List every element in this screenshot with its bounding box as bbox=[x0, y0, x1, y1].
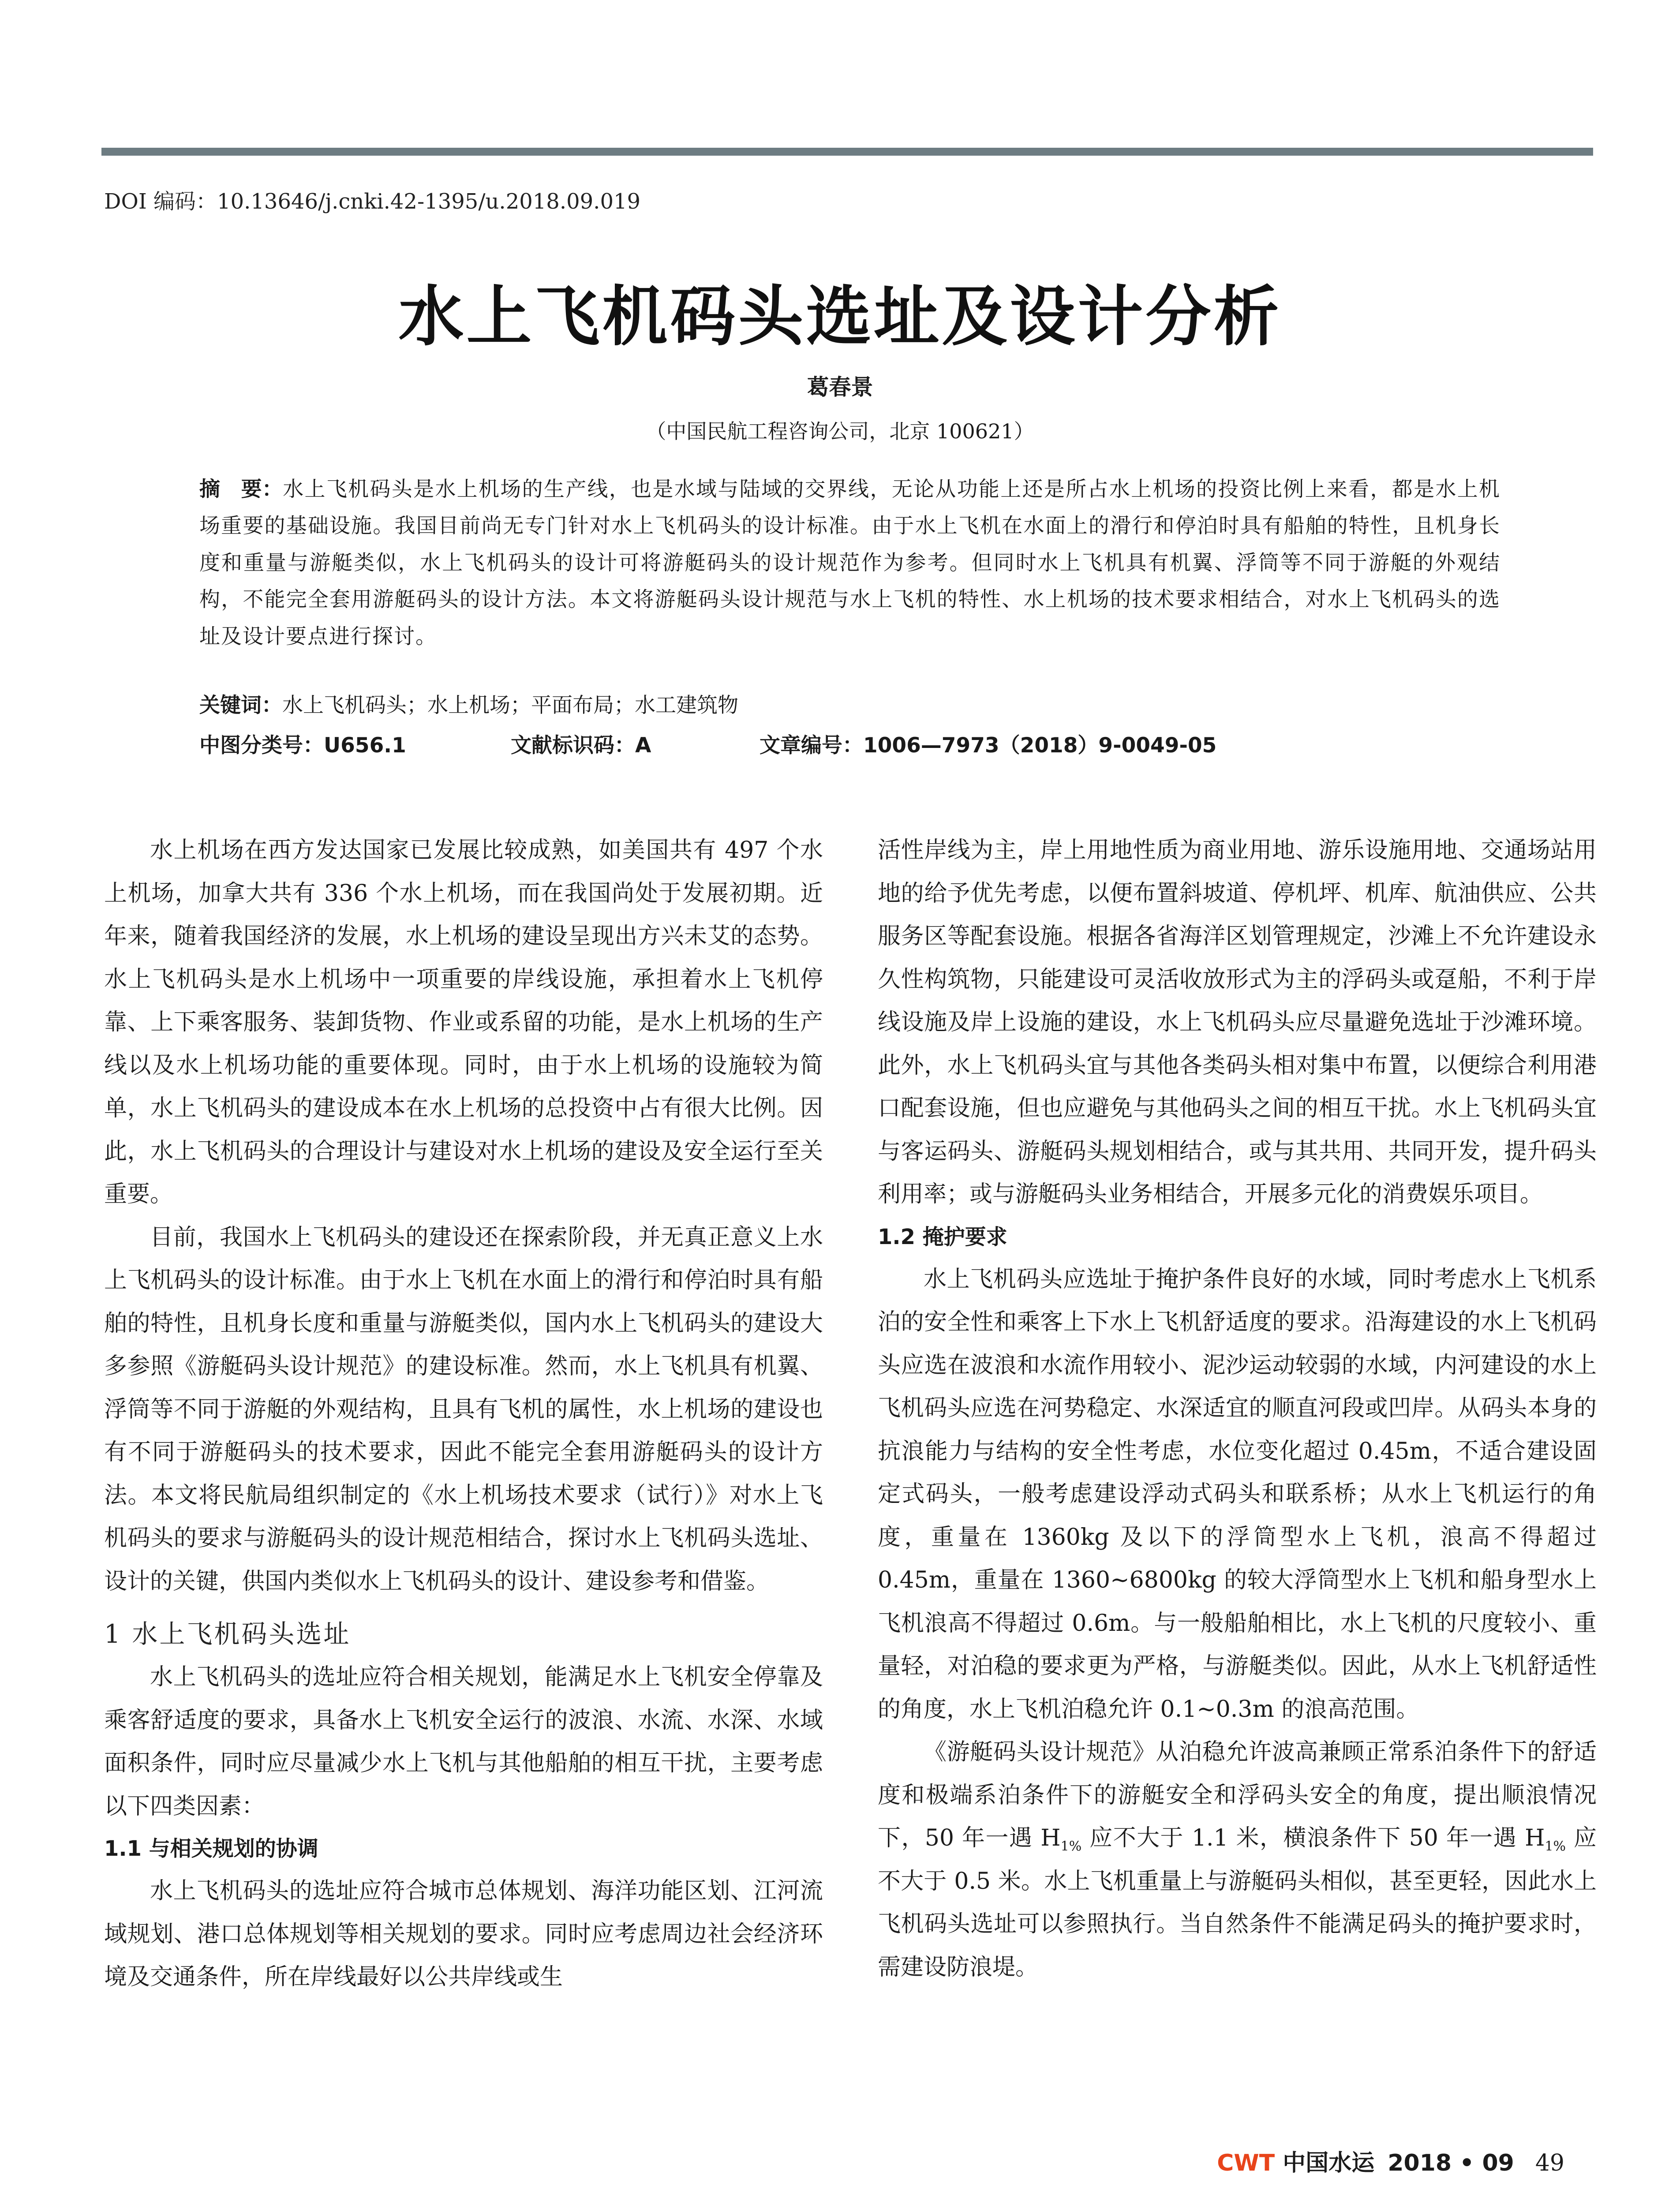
clc-number: 中图分类号：U656.1 bbox=[199, 733, 406, 758]
section-heading: 1 水上飞机码头选址 bbox=[104, 1619, 351, 1649]
document-code: 文献标识码：A bbox=[511, 733, 651, 758]
paragraph: 水上飞机码头的选址应符合城市总体规划、海洋功能区划、江河流域规划、港口总体规划等相关规划的要求。同时应考虑周边社会经济环境及交通条件，所在岸线最好以公共岸线或生 bbox=[104, 1878, 823, 1990]
paragraph: 水上飞机码头的选址应符合相关规划，能满足水上飞机安全停靠及乘客舒适度的要求，具备水上飞机安全运行的波浪、水流、水深、水域面积条件，同时应尽量减少水上飞机与其他船舶的相互干扰，主要考虑以下四类因素： bbox=[104, 1664, 823, 1820]
header-rule bbox=[101, 148, 1593, 156]
subsection-heading: 1.1 与相关规划的协调 bbox=[104, 1836, 318, 1861]
journal-logo: CWT bbox=[1217, 2150, 1275, 2176]
abstract-label: 摘 要： bbox=[199, 477, 283, 501]
doi-line: DOI 编码：10.13646/j.cnki.42-1395/u.2018.09.019 bbox=[104, 189, 641, 214]
paragraph: 水上机场在西方发达国家已发展比较成熟，如美国共有 497 个水上机场，加拿大共有 336 个水上机场，而在我国尚处于发展初期。近年来，随着我国经济的发展，水上机场的建设呈现出方兴未艾的态势。水上飞机码头是水上机场中一项重要的岸线设施，承担着水上飞机停靠、上下乘客服务、装卸货物、作业或系留的功能，是水上机场的生产线以及水上机场功能的重要体现。同时，由于水上机场的设施较为简单，水上飞机码头的建设成本在水上机场的总投资中占有很大比例。因此，水上飞机码头的合理设计与建设对水上机场的建设及安全运行至关重要。 bbox=[104, 837, 823, 1207]
author-name: 葛春景 bbox=[807, 374, 873, 400]
abstract bbox=[199, 471, 1500, 655]
paragraph: 目前，我国水上飞机码头的建设还在探索阶段，并无真正意义上水上飞机码头的设计标准。由于水上飞机在水面上的滑行和停泊时具有船舶的特性，且机身长度和重量与游艇类似，国内水上飞机码头的建设大多参照《游艇码头设计规范》的建设标准。然而，水上飞机具有机翼、浮筒等不同于游艇的外观结构，且具有飞机的属性，水上机场的建设也有不同于游艇码头的技术要求，因此不能完全套用游艇码头的设计方法。本文将民航局组织制定的《水上机场技术要求（试行）》对水上飞机码头的要求与游艇码头的设计规范相结合，探讨水上飞机码头选址、设计的关键，供国内类似水上飞机码头的设计、建设参考和借鉴。 bbox=[104, 1224, 823, 1595]
issue-number: 2018 • 09 bbox=[1388, 2150, 1514, 2176]
body-column-left bbox=[104, 829, 823, 1999]
paragraph: 水上飞机码头应选址于掩护条件良好的水域，同时考虑水上飞机系泊的安全性和乘客上下水上飞机舒适度的要求。沿海建设的水上飞机码头应选在波浪和水流作用较小、泥沙运动较弱的水域，内河建设的水上飞机码头应选在河势稳定、水深适宜的顺直河段或凹岸。从码头本身的抗浪能力与结构的安全性考虑，水位变化超过 0.45m，不适合建设固定式码头，一般考虑建设浮动式码头和联系桥；从水上飞机运行的角度，重量在 1360kg 及以下的浮筒型水上飞机，浪高不得超过 0.45m，重量在 1360~6800kg 的较大浮筒型水上飞机和船身型水上飞机浪高不得超过 0.6m。与一般船舶相比，水上飞机的尺度较小、重量轻，对泊稳的要求更为严格，与游艇类似。因此，从水上飞机舒适性的角度，水上飞机泊稳允许 0.1~0.3m 的浪高范围。 bbox=[878, 1266, 1597, 1723]
article-number: 文章编号：1006—7973（2018）9-0049-05 bbox=[760, 733, 1217, 758]
keywords-label: 关键词： bbox=[199, 693, 282, 718]
paragraph-text: 应不大于 1.1 米，横浪条件下 50 年一遇 H bbox=[1081, 1825, 1545, 1851]
paragraph: 活性岸线为主，岸上用地性质为商业用地、游乐设施用地、交通场站用地的给予优先考虑，以便布置斜坡道、停机坪、机库、航油供应、公共服务区等配套设施。根据各省海洋区划管理规定，沙滩上不允许建设永久性构筑物，只能建设可灵活收放形式为主的浮码头或趸船，不利于岸线设施及岸上设施的建设，水上飞机码头应尽量避免选址于沙滩环境。此外，水上飞机码头宜与其他各类码头相对集中布置，以便综合利用港口配套设施，但也应避免与其他码头之间的相互干扰。水上飞机码头宜与客运码头、游艇码头规划相结合，或与其共用、共同开发，提升码头利用率；或与游艇码头业务相结合，开展多元化的消费娱乐项目。 bbox=[878, 837, 1597, 1207]
journal-name: 中国水运 bbox=[1283, 2149, 1375, 2176]
page-number: 49 bbox=[1535, 2150, 1564, 2176]
subsection-heading: 1.2 掩护要求 bbox=[878, 1224, 1007, 1249]
author-affiliation: （中国民航工程咨询公司，北京 100621） bbox=[646, 419, 1034, 443]
page-footer bbox=[1217, 2144, 1564, 2177]
abstract-text: 水上飞机码头是水上机场的生产线，也是水域与陆域的交界线，无论从功能上还是所占水上机场的投资比例上来看，都是水上机场重要的基础设施。我国目前尚无专门针对水上飞机码头的设计标准。由于水上飞机在水面上的滑行和停泊时具有船舶的特性，且机身长度和重量与游艇类似，水上飞机码头的设计可将游艇码头的设计规范作为参考。但同时水上飞机具有机翼、浮筒等不同于游艇的外观结构，不能完全套用游艇码头的设计方法。本文将游艇码头设计规范与水上飞机的特性、水上机场的技术要求相结合，对水上飞机码头的选址及设计要点进行探讨。 bbox=[199, 477, 1501, 649]
subscript: 1% bbox=[1545, 1839, 1566, 1854]
keywords bbox=[199, 690, 1500, 721]
paragraph-text: 应不大于 0.5 米。水上飞机重量上与游艇码头相似，甚至更轻，因此水上飞机码头选址可以参照执行。当自然条件不能满足码头的掩护要求时，需建设防浪堤。 bbox=[878, 1825, 1597, 1981]
paragraph bbox=[878, 1731, 1597, 1989]
keywords-text: 水上飞机码头；水上机场；平面布局；水工建筑物 bbox=[282, 693, 738, 718]
body-column-right bbox=[878, 829, 1597, 1989]
paragraph-text: 《游艇码头设计规范》从泊稳允许波高兼顾正常系泊条件下的舒适度和极端系泊条件下的游艇安全和浮码头安全的角度，提出顺浪情况下，50 年一遇 H bbox=[878, 1739, 1597, 1851]
article-title: 水上飞机码头选址及设计分析 bbox=[398, 278, 1282, 355]
subscript: 1% bbox=[1060, 1839, 1082, 1854]
